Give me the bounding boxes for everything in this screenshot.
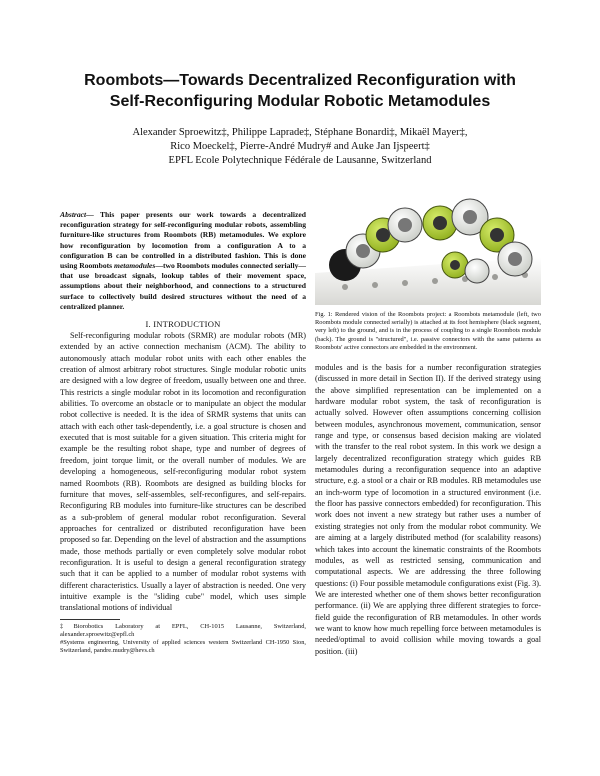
- authors-line-1: Alexander Sproewitz‡, Philippe Laprade‡, Stéphane Bonardi‡, Mikaël Mayer‡,: [132, 127, 468, 138]
- roombots-figure: [315, 195, 541, 305]
- figure-caption: Fig. 1: Rendered vision of the Roombots project: a Roombots metamodule (left, two Roombots module connected serially) is attached at its foot hemisphere (black segment, very left) to the ground, and is in the process of coupling to a single Roombots module (back). The ground is "structured", i.e. passive connectors with the same patterns as Roombots' active connectors are embedded in the environment.: [315, 311, 541, 351]
- affiliation: EPFL Ecole Polytechnique Fédérale de Lausanne, Switzerland: [168, 155, 432, 166]
- section-heading-introduction: I. INTRODUCTION: [145, 319, 221, 330]
- introduction-paragraph: Self-reconfiguring modular robots (SRMR) are modular robots (MR) extended by an active connection mechanism (ACM). The ability to autonomously attach modular robot units with each other enables the creation of almost arbitrary robot structures. Single modular robotic units are designed with a low degree of freedom, usually between one and three. This restricts a single modular robot in its locomotion and reconfiguration abilities. To overcome an obstacle or to manipulate an object the modular robot collective is needed. It is the idea of SRMR systems that units can attach with each other task-dependently, i.e. a goal structure is chosen and executed that is most suitable for a given situation. This criteria might for example be the resulting robot shape, type and number of degrees of freedom, joint torque limit, or the overall number of modules. We are developing a homogeneous, self-reconfiguring modular robot system named Roombots (RB). Roombots are designed as building blocks for furniture that moves, self-assembles, self-reconfigures, and self-repairs. Reconfiguring RB modules into furniture-like structures can be described as a sub-problem of general modular robot reconfiguration. Several approaches for centralized or distributed reconfiguration have been proposed so far. Depending on the level of abstraction and the assumptions made, those methods partially or even completely solve modular robot reconfiguration. It is useful to design a general reconfiguration strategy such that it can be applied to a number of modular robot systems with different characteristics. Usually a layer of abstraction is needed. One very intuitive example is the "sliding cube" model, which uses simple translational motions of individual: [60, 331, 306, 613]
- abstract-text-a: — This paper presents our work towards a decentralized reconfiguration strategy for self-reconfiguring modular robots, assembling furniture-like structures from Roombots (RB) metamodules. We explore how reconfiguration by locomotion from a configuration A to a configuration B can be controlled in a distributed fashion. This is done using Roombots: [60, 210, 306, 271]
- abstract: [60, 210, 306, 312]
- author-block: [70, 126, 530, 168]
- title-line-1: Roombots—Towards Decentralized Reconfiguration with: [84, 72, 516, 89]
- footnote-epfl: ‡Biorobotics Laboratory at EPFL, CH-1015 Lausanne, Switzerland, alexander.sproewitz@epfl.ch: [60, 622, 306, 638]
- footnote-rule: [60, 619, 120, 620]
- right-column: [315, 195, 541, 657]
- roombots-render-image: [315, 195, 541, 305]
- authors-line-2: Rico Moeckel‡, Pierre-André Mudry# and Auke Jan Ijspeert‡: [170, 141, 430, 152]
- paper-title: [60, 70, 540, 112]
- abstract-italic-term: metamodules: [114, 261, 156, 271]
- abstract-text-b: —two Roombots modules connected serially—that use broadcast signals, lookup tables of their movement space, assumptions about their neighborhood, and connections to a structured surface to collectively build desired structures without the need of a centralized planner.: [60, 261, 306, 311]
- right-column-paragraph: modules and is the basis for a number reconfiguration strategies (discussed in more detail in Section II). If the derived strategy using the above simplified representation can be implemented on a hardware modular robot system, the task of reconfiguration is actually solved. However often assumptions concerning collision between modules, asynchronous movement, communication, sensor range and type, or consensus based decision making are violated with the transfer to the real robot system. In this work we design a largely decentralized reconfiguration strategy which guides RB metamodules during a reconfiguration sequence into an adaptive structure, e.g. a stool or a chair or RB modules. RB metamodules use an inch-worm type of locomotion in a structured environment (i.e. the floor has passive connectors embedded) for reconfiguration. This work does not invent a new strategy but rather uses a number of existing strategies not only from the modular robot community. We are aiming at a largely distributed method (for scalability reasons) which takes into account the kinematic constraints of the Roombots modules, as well as restricted sensing, communication and computational aspects. We are addressing the three following questions: (i) Four possible metamodule configurations exist (Fig. 3). We are interested whether one of them shows better reconfiguration performance. (ii) We are applying three different strategies to force-field guide the reconfiguration of RB metamodules. In other words we want to know how much repelling force between metamodules is needed/optimal to avoid collision while moving towards a goal position. (iii): [315, 363, 541, 656]
- abstract-label: Abstract: [60, 210, 87, 219]
- left-column: [60, 210, 306, 655]
- footnote-hevs: #Systems engineering, University of applied sciences western Switzerland CH-1950 Sion, Switzerland, pandre.mudry@hevs.ch: [60, 639, 306, 655]
- title-line-2: Self-Reconfiguring Modular Robotic Metamodules: [109, 93, 491, 110]
